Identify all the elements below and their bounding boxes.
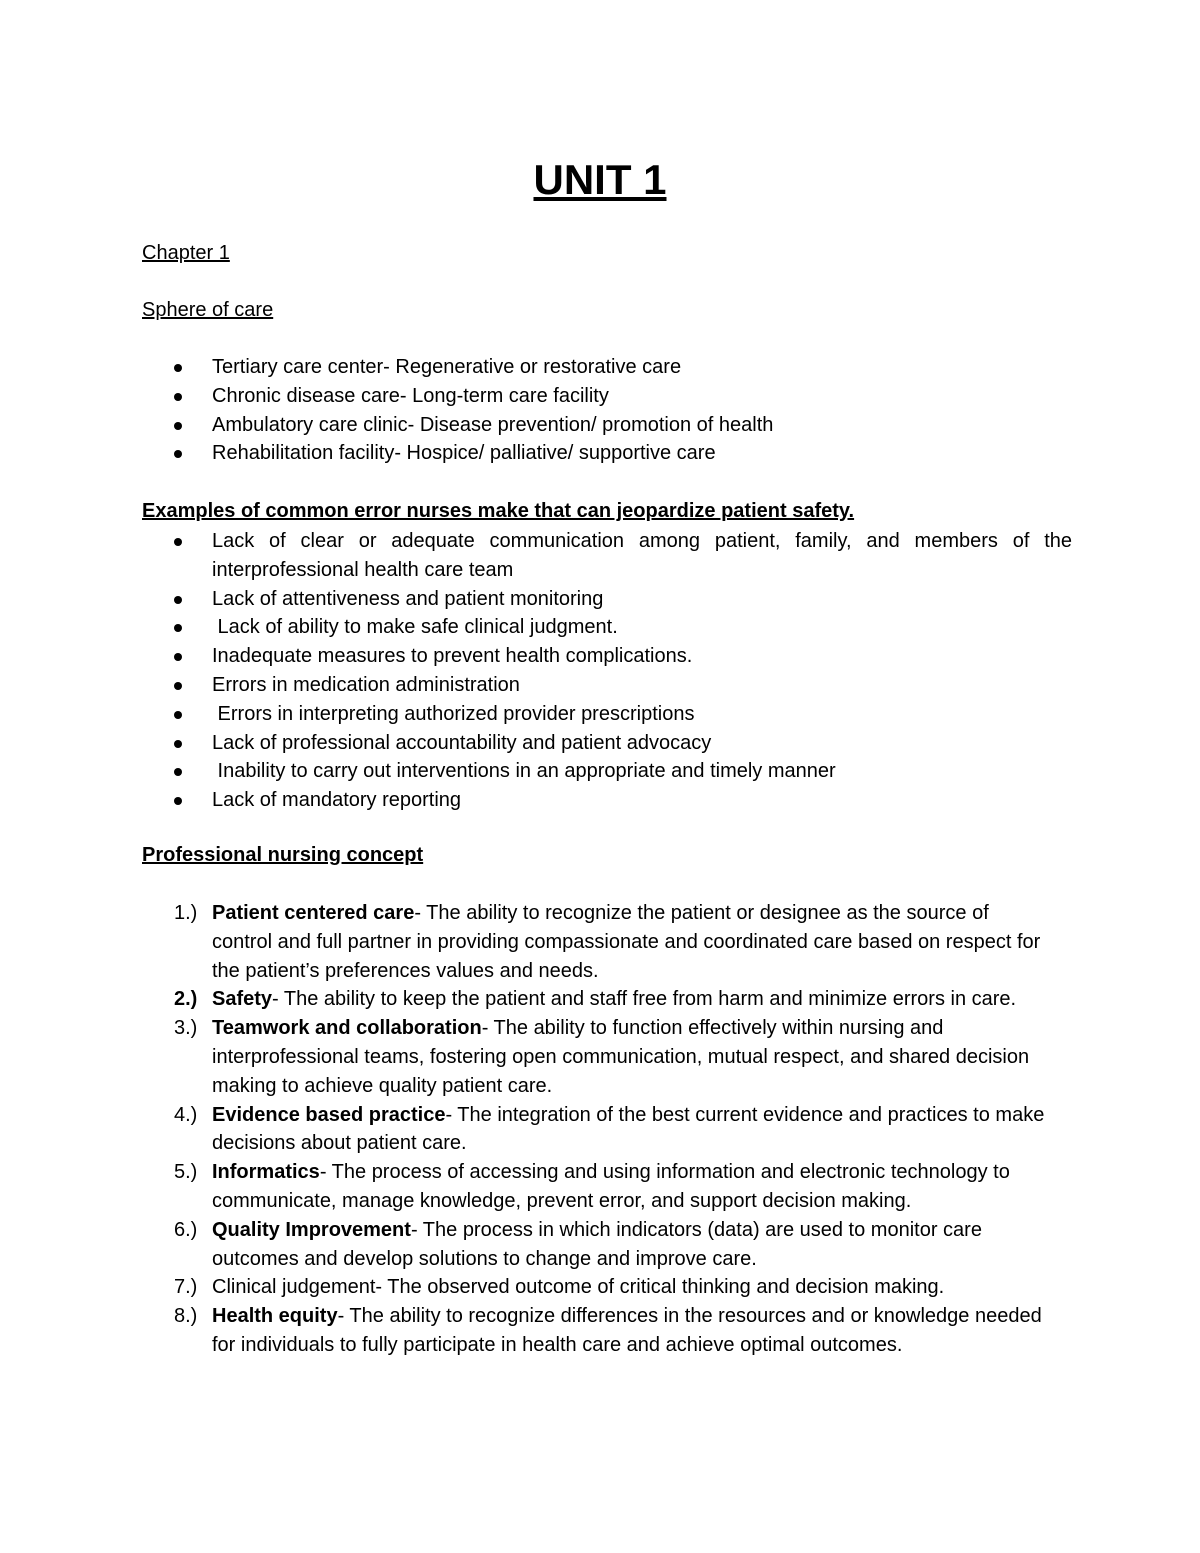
item-number: 5.)	[174, 1161, 198, 1184]
concept-term: Patient centered care	[212, 902, 415, 924]
bullet-icon	[174, 740, 182, 748]
item-number: 3.)	[174, 1017, 198, 1040]
bullet-icon	[174, 711, 182, 719]
item-number: 8.)	[174, 1305, 198, 1328]
list-item: Errors in interpreting authorized provider prescriptions	[142, 700, 1072, 729]
list-item	[142, 985, 1052, 1014]
item-number: 4.)	[174, 1103, 198, 1126]
concept-description: - The ability to recognize the patient or designee as the source of control and full partner in providing compassionate and coordinated care based on respect for the patient’s preferences values and needs.	[212, 902, 1041, 982]
chapter-heading: Chapter 1	[142, 242, 230, 264]
list-item: Rehabilitation facility- Hospice/ palliative/ supportive care	[142, 439, 1072, 468]
bullet-icon	[174, 624, 182, 632]
concept-term: Health equity	[212, 1305, 338, 1328]
concept-description: - The integration of the best current evidence and practices to make decisions about patient care.	[212, 1103, 1045, 1155]
concept-description: - The ability to recognize differences in the resources and or knowledge needed for individuals to fully participate in health care and achieve optimal outcomes.	[212, 1305, 1042, 1356]
concept-term: Safety	[212, 988, 273, 1011]
bullet-icon	[174, 364, 182, 372]
item-number: 7.)	[174, 1276, 198, 1299]
concept-term: Informatics	[212, 1161, 320, 1184]
page-title: UNIT 1	[533, 156, 667, 203]
list-item: Lack of professional accountability and patient advocacy	[142, 729, 1072, 758]
concept-description: - The process in which indicators (data) are used to monitor care outcomes and develop solutions to change and improve care.	[212, 1218, 982, 1270]
list-item: Lack of clear or adequate communication among patient, family, and members of the interprofessional health care team	[142, 527, 1072, 585]
sphere-of-care-list	[142, 353, 1072, 468]
professional-nursing-concept-heading: Professional nursing concept	[142, 844, 424, 866]
item-number: 1.)	[174, 902, 198, 924]
list-item: Lack of mandatory reporting	[142, 786, 1072, 815]
sphere-of-care-heading: Sphere of care	[142, 299, 274, 321]
bullet-icon	[174, 653, 182, 661]
list-item	[142, 1216, 1052, 1274]
list-item	[142, 1302, 1052, 1360]
list-item: Lack of ability to make safe clinical judgment.	[142, 613, 1072, 642]
list-item: Inability to carry out interventions in an appropriate and timely manner	[142, 757, 1072, 786]
bullet-icon	[174, 682, 182, 690]
concepts-list	[142, 899, 1052, 1360]
list-item: Tertiary care center- Regenerative or restorative care	[142, 353, 1072, 382]
bullet-icon	[174, 538, 182, 546]
errors-heading: Examples of common error nurses make that can jeopardize patient safety.	[142, 500, 855, 522]
concept-term: Evidence based practice	[212, 1103, 446, 1126]
bullet-icon	[174, 393, 182, 401]
list-item	[142, 1014, 1052, 1100]
bullet-icon	[174, 422, 182, 430]
concept-description: Clinical judgement- The observed outcome of critical thinking and decision making.	[212, 1276, 945, 1299]
list-item	[142, 1158, 1052, 1216]
list-item: Chronic disease care- Long-term care facility	[142, 382, 1072, 411]
concept-description: - The ability to keep the patient and staff free from harm and minimize errors in care.	[272, 988, 1017, 1011]
bullet-icon	[174, 450, 182, 458]
item-number: 6.)	[174, 1218, 198, 1241]
list-item: Lack of attentiveness and patient monitoring	[142, 585, 1072, 614]
bullet-icon	[174, 797, 182, 805]
list-item	[142, 1273, 1052, 1302]
list-item: Ambulatory care clinic- Disease prevention/ promotion of health	[142, 411, 1072, 440]
concept-description: - The process of accessing and using information and electronic technology to communicate, manage knowledge, prevent error, and support decision making.	[212, 1161, 1010, 1212]
bullet-icon	[174, 596, 182, 604]
concept-description: - The ability to function effectively within nursing and interprofessional teams, fostering open communication, mutual respect, and shared decision making to achieve quality patient care.	[212, 1017, 1030, 1097]
list-item: Inadequate measures to prevent health complications.	[142, 642, 1072, 671]
bullet-icon	[174, 768, 182, 776]
list-item	[142, 899, 1052, 985]
concept-term: Teamwork and collaboration	[212, 1017, 482, 1040]
item-number: 2.)	[174, 988, 198, 1011]
list-item	[142, 1101, 1052, 1159]
errors-list	[142, 527, 1072, 815]
list-item: Errors in medication administration	[142, 671, 1072, 700]
concept-term: Quality Improvement	[212, 1218, 411, 1241]
